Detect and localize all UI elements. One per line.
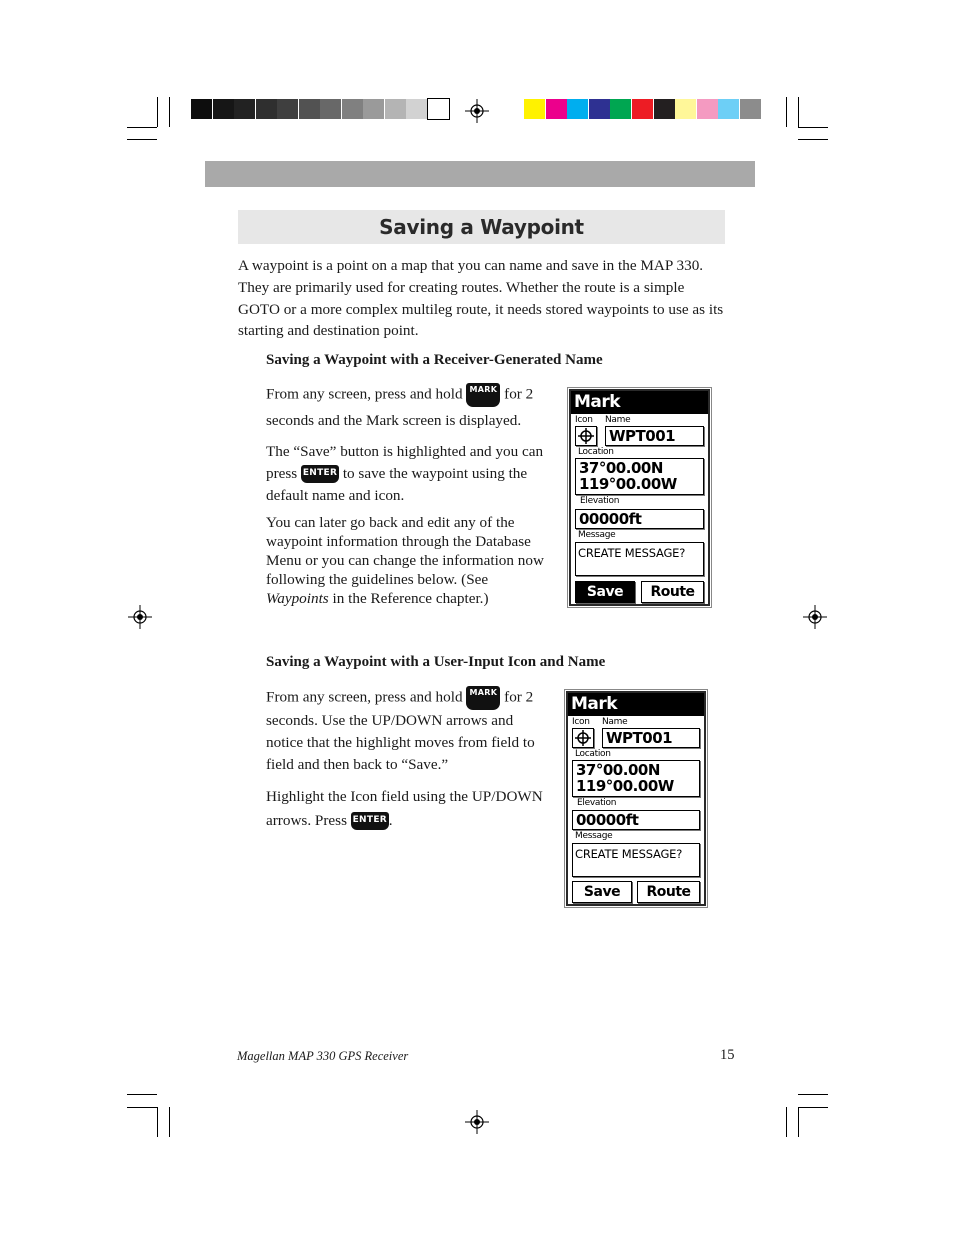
mark-key-icon: MARK bbox=[466, 383, 500, 407]
page-title: Saving a Waypoint bbox=[379, 215, 584, 239]
gps-longitude: 119°00.00W bbox=[576, 777, 674, 795]
gps-name-label: Name bbox=[602, 717, 628, 727]
grayscale-swatch bbox=[213, 99, 234, 119]
registration-mark-icon bbox=[803, 605, 827, 629]
text: Highlight the Icon field using the UP/DOWN bbox=[266, 788, 543, 805]
gps-route-button[interactable]: Route bbox=[641, 581, 704, 603]
grayscale-swatch bbox=[320, 99, 341, 119]
text: arrows. Press bbox=[266, 811, 347, 829]
gps-mark-screen bbox=[569, 389, 710, 606]
grayscale-swatch bbox=[342, 99, 363, 119]
gps-icon-label: Icon bbox=[572, 717, 590, 727]
gps-save-button[interactable]: Save bbox=[575, 581, 635, 603]
footer-title: Magellan MAP 330 GPS Receiver bbox=[237, 1049, 409, 1063]
grayscale-swatch bbox=[191, 99, 212, 119]
text: for 2 bbox=[504, 688, 534, 706]
crosshair-icon bbox=[576, 427, 596, 445]
color-swatch bbox=[740, 99, 761, 119]
section1-paragraph-1 bbox=[266, 383, 551, 435]
gps-location-label: Location bbox=[578, 447, 614, 457]
gps-longitude: 119°00.00W bbox=[579, 475, 677, 493]
section1-paragraph-2 bbox=[266, 441, 556, 506]
text: default name and icon. bbox=[266, 486, 405, 504]
gps-name-label: Name bbox=[605, 415, 631, 425]
registration-mark-icon bbox=[128, 605, 152, 629]
text: to save the waypoint using the bbox=[342, 464, 528, 482]
crosshair-icon bbox=[573, 729, 593, 747]
header-bar bbox=[205, 161, 755, 187]
text: From any screen, press and hold bbox=[266, 688, 463, 706]
intro-paragraph: A waypoint is a point on a map that you can name and save in the MAP 330. They are primarily used for creating routes. Whether the route is a simple GOTO or a more complex multileg route, it needs stored waypoints to use as its starting and destination point. bbox=[238, 257, 724, 340]
gps-message-label: Message bbox=[575, 831, 613, 841]
gps-name-field[interactable] bbox=[605, 426, 704, 446]
grayscale-swatch bbox=[428, 99, 449, 119]
text: Waypoints bbox=[266, 590, 329, 607]
registration-mark-icon bbox=[465, 99, 489, 123]
registration-mark-icon bbox=[465, 1110, 489, 1134]
gps-elevation-value: 00000ft bbox=[579, 510, 642, 528]
gps-latitude: 37°00.00N bbox=[579, 459, 663, 477]
color-swatch bbox=[718, 99, 739, 119]
text: for 2 bbox=[504, 385, 534, 403]
gps-elevation-label: Elevation bbox=[577, 798, 617, 808]
grayscale-swatch bbox=[299, 99, 320, 119]
section2-paragraph-1 bbox=[266, 686, 552, 775]
color-swatch bbox=[589, 99, 610, 119]
gps-location-field[interactable] bbox=[572, 760, 700, 797]
grayscale-swatch bbox=[385, 99, 406, 119]
gps-name-value: WPT001 bbox=[606, 729, 673, 747]
gps-icon-field[interactable] bbox=[572, 728, 594, 748]
grayscale-swatch bbox=[234, 99, 255, 119]
color-swatch bbox=[654, 99, 675, 119]
gps-location-label: Location bbox=[575, 749, 611, 759]
gps-message-field[interactable] bbox=[572, 843, 700, 877]
gps-screen-title: Mark bbox=[571, 391, 708, 414]
grayscale-swatch bbox=[406, 99, 427, 119]
text: in the Reference chapter.) bbox=[332, 590, 489, 607]
color-swatch bbox=[675, 99, 696, 119]
section1-paragraph-3 bbox=[266, 513, 550, 608]
gps-route-button[interactable]: Route bbox=[637, 881, 700, 903]
color-swatch bbox=[567, 99, 588, 119]
enter-key-icon: ENTER bbox=[301, 465, 339, 483]
enter-key-icon: ENTER bbox=[351, 812, 389, 830]
gps-message-field[interactable] bbox=[575, 542, 704, 576]
grayscale-swatch bbox=[256, 99, 277, 119]
text: From any screen, press and hold bbox=[266, 385, 463, 403]
gps-message-value: CREATE MESSAGE? bbox=[578, 546, 686, 560]
page-number: 15 bbox=[720, 1047, 735, 1063]
gps-elevation-value: 00000ft bbox=[576, 811, 639, 829]
grayscale-swatch bbox=[363, 99, 384, 119]
text: seconds. Use the UP/DOWN arrows and notice that the highlight moves from field to field and then back to “Save.” bbox=[266, 712, 535, 773]
gps-location-field[interactable] bbox=[575, 458, 704, 495]
gps-name-field[interactable] bbox=[602, 728, 700, 748]
gps-elevation-label: Elevation bbox=[580, 496, 620, 506]
grayscale-swatch bbox=[277, 99, 298, 119]
gps-mark-screen bbox=[566, 691, 706, 906]
gps-icon-field[interactable] bbox=[575, 426, 597, 446]
gps-latitude: 37°00.00N bbox=[576, 761, 660, 779]
title-box bbox=[238, 210, 725, 244]
gps-save-button[interactable]: Save bbox=[572, 881, 632, 903]
text: . bbox=[388, 811, 393, 829]
mark-key-icon: MARK bbox=[466, 686, 500, 710]
gps-message-value: CREATE MESSAGE? bbox=[575, 847, 683, 861]
color-swatch bbox=[697, 99, 718, 119]
color-swatch bbox=[610, 99, 631, 119]
gps-icon-label: Icon bbox=[575, 415, 593, 425]
text: You can later go back and edit any of the waypoint information through the Database Menu or you can change the information now following the guidelines below. (See bbox=[266, 514, 544, 588]
section-heading: Saving a Waypoint with a Receiver-Generated Name bbox=[266, 352, 603, 368]
section-heading: Saving a Waypoint with a User-Input Icon and Name bbox=[266, 654, 606, 670]
color-swatch bbox=[546, 99, 567, 119]
gps-name-value: WPT001 bbox=[609, 427, 676, 445]
gps-screen-title: Mark bbox=[568, 693, 704, 716]
gps-message-label: Message bbox=[578, 530, 616, 540]
gps-elevation-field[interactable] bbox=[572, 810, 700, 830]
text: press bbox=[266, 464, 298, 482]
text: The “Save” button is highlighted and you can bbox=[266, 443, 544, 460]
section2-paragraph-2 bbox=[266, 786, 556, 834]
text: seconds and the Mark screen is displayed. bbox=[266, 412, 522, 429]
color-swatch bbox=[524, 99, 545, 119]
color-swatch bbox=[632, 99, 653, 119]
gps-elevation-field[interactable] bbox=[575, 509, 704, 529]
